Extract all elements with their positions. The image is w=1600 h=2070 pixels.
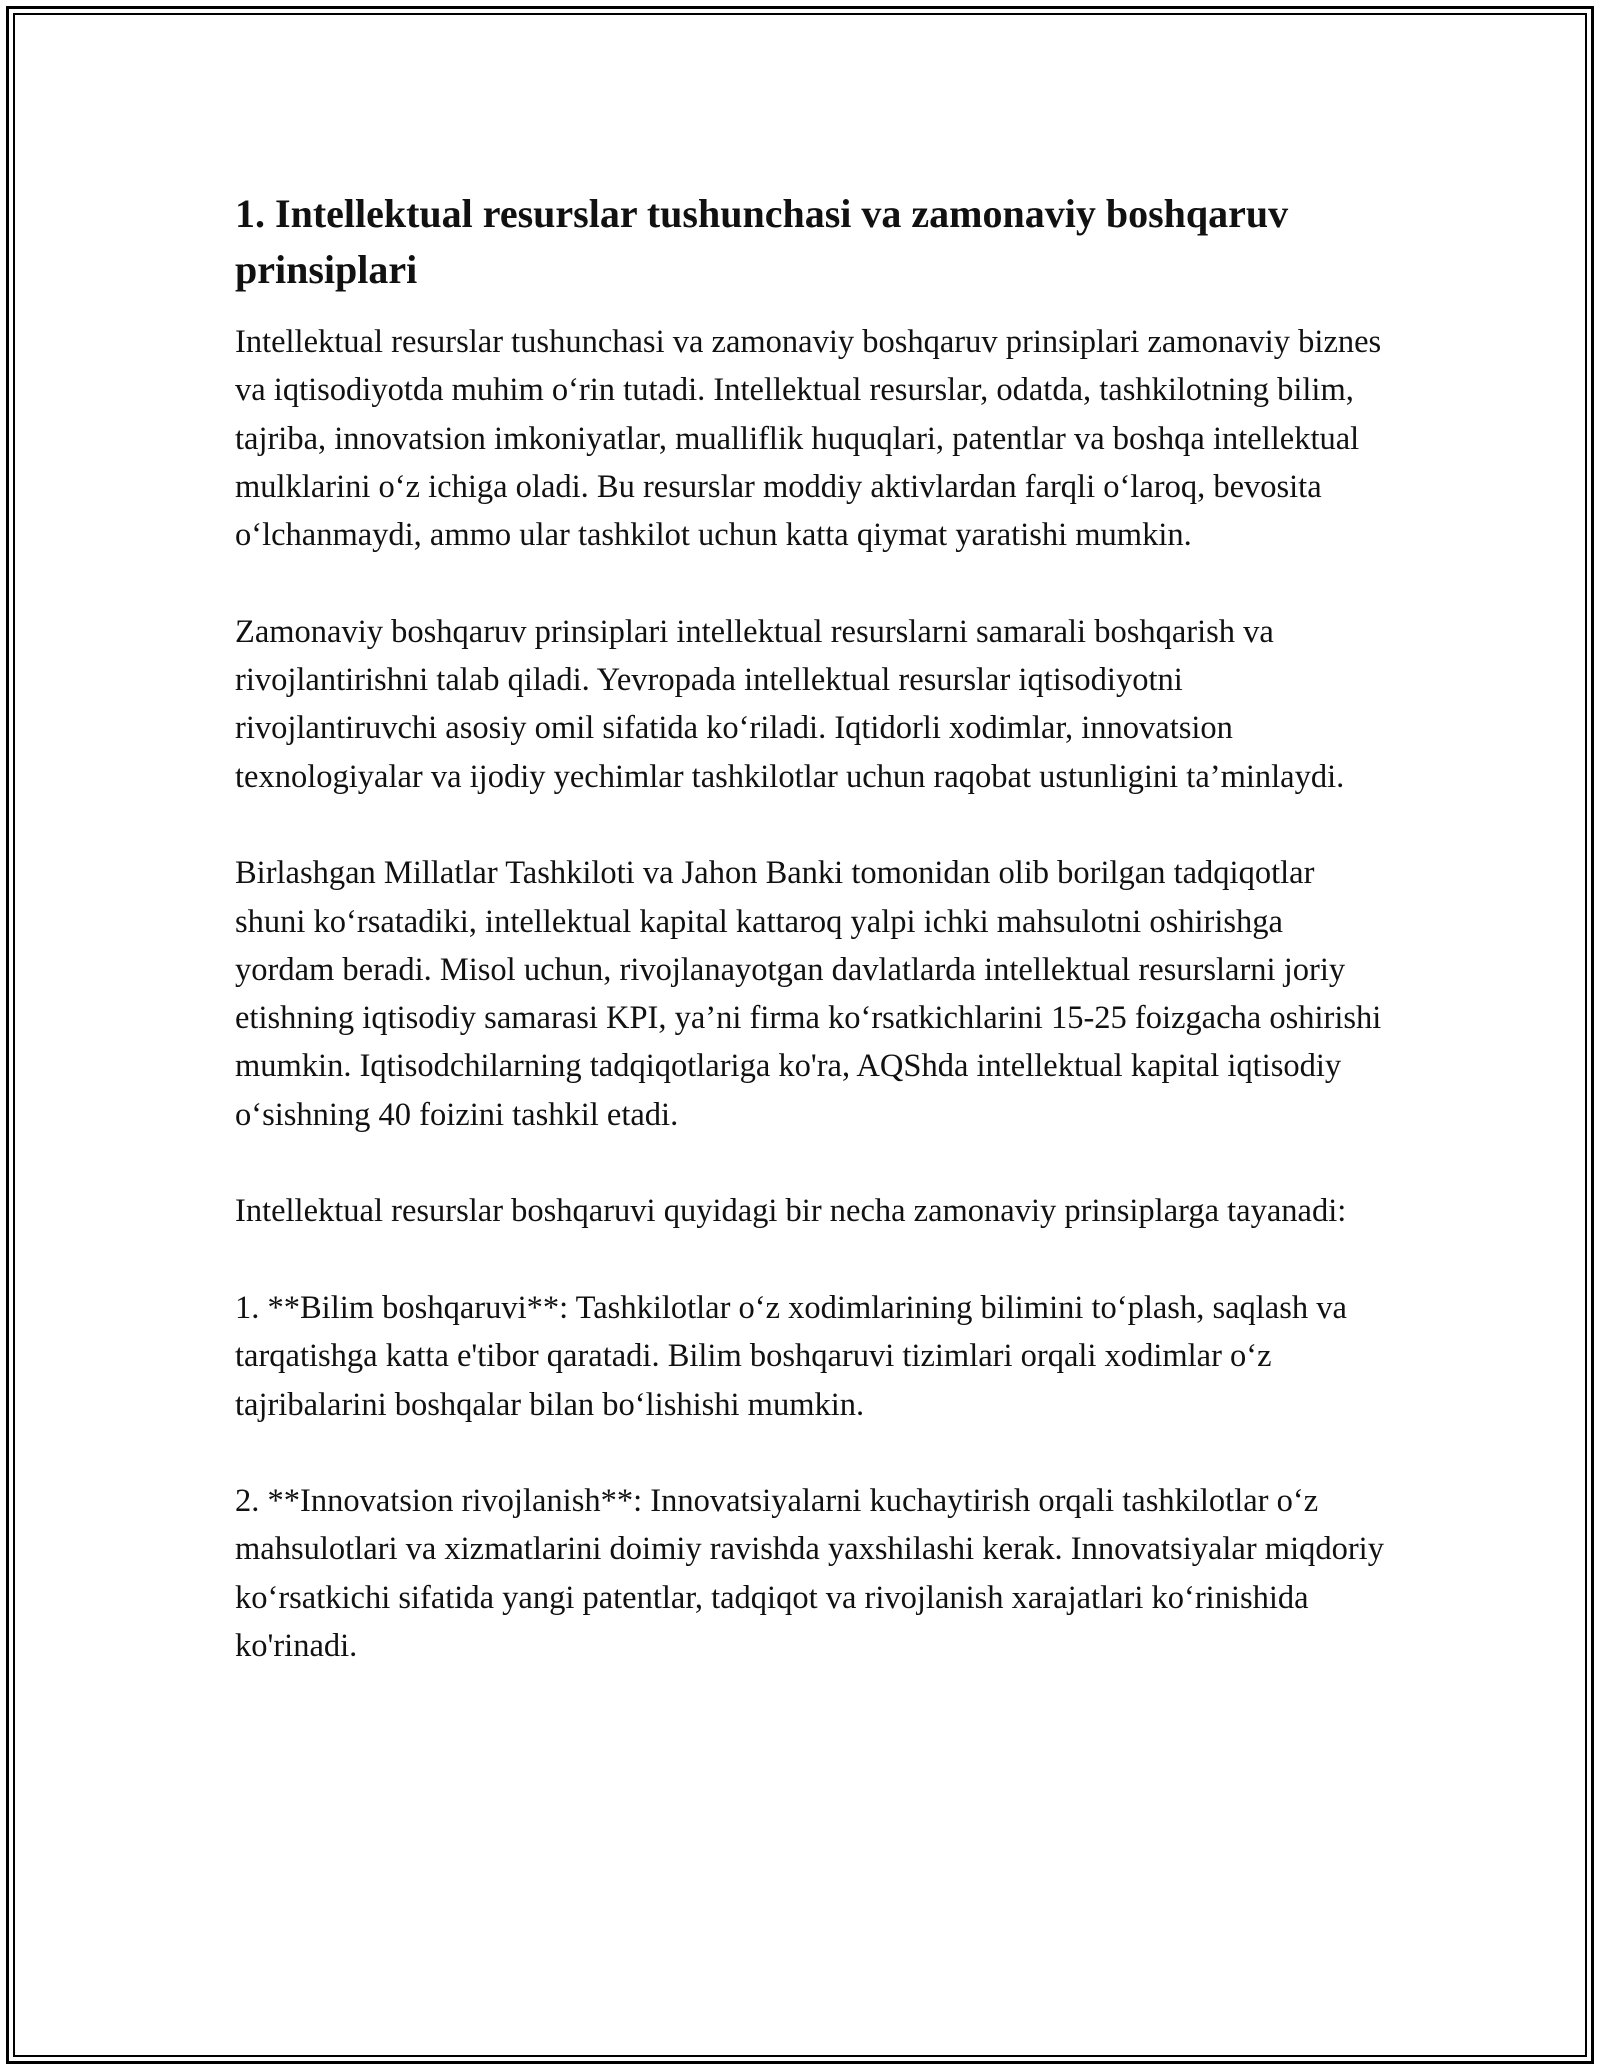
paragraph-principles-lead: Intellektual resurslar boshqaruvi quyidagi bir necha zamonaviy prinsiplarga tayanadi: [235, 1193, 1347, 1230]
list-item-knowledge-management: 1. **Bilim boshqaruvi**: Tashkilotlar o‘z xodimlarining bilimini to‘plash, saqlash va tarqatishga katta e'tibor qaratadi. Bilim boshqaruvi tizimlari orqali xodimlar o‘z tajribalarini boshqalar bilan bo‘lishishi mumkin. [235, 1289, 1347, 1423]
list-item-innovative-development: 2. **Innovatsion rivojlanish**: Innovatsiyalarni kuchaytirish orqali tashkilotlar o‘z mahsulotlari va xizmatlarini doimiy ravishda yaxshilashi kerak. Innovatsiyalar miqdoriy ko‘rsatkichi sifatida yangi patentlar, tadqiqot va rivojlanish xarajatlari ko‘rinishida ko'rinadi. [235, 1483, 1384, 1665]
document-body [235, 186, 1385, 1670]
paragraph-research: Birlashgan Millatlar Tashkiloti va Jahon Banki tomonidan olib borilgan tadqiqotlar shuni ko‘rsatadiki, intellektual kapital kattaroq yalpi ichki mahsulotni oshirishga yordam beradi. Misol uchun, rivojlanayotgan davlatlarda intellektual resurslarni joriy etishning iqtisodiy samarasi KPI, ya’ni firma ko‘rsatkichlarini 15-25 foizgacha oshirishi mumkin. Iqtisodchilarning tadqiqotlariga ko'ra, AQShda intellektual kapital iqtisodiy o‘sishning 40 foizini tashkil etadi. [235, 855, 1382, 1133]
paragraph-management-principles: Zamonaviy boshqaruv prinsiplari intellektual resurslarni samarali boshqarish va rivojlantirishni talab qiladi. Yevropada intellektual resurslar iqtisodiyotni rivojlantiruvchi asosiy omil sifatida ko‘riladi. Iqtidorli xodimlar, innovatsion texnologiyalar va ijodiy yechimlar tashkilotlar uchun raqobat ustunligini ta’minlaydi. [235, 613, 1345, 795]
paragraph-intro: Intellektual resurslar tushunchasi va zamonaviy boshqaruv prinsiplari zamonaviy biznes va iqtisodiyotda muhim o‘rin tutadi. Intellektual resurslar, odatda, tashkilotning bilim, tajriba, innovatsion imkoniyatlar, mualliflik huquqlari, patentlar va boshqa intellektual mulklarini o‘z ichiga oladi. Bu resurslar moddiy aktivlardan farqli o‘laroq, bevosita o‘lchanmaydi, ammo ular tashkilot uchun katta qiymat yaratishi mumkin. [235, 324, 1382, 554]
section-heading: 1. Intellektual resurslar tushunchasi va zamonaviy boshqaruv prinsiplari [235, 191, 1289, 292]
